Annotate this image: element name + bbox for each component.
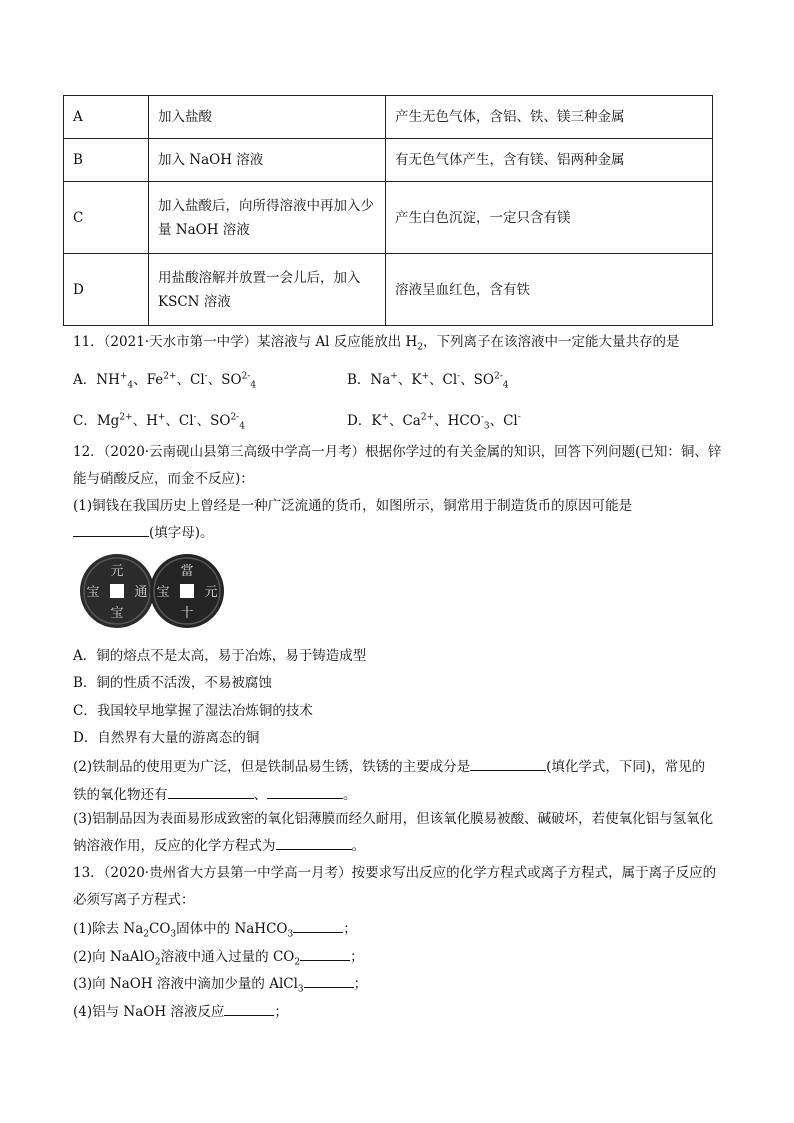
answer-blank[interactable] [168,784,254,799]
q11-option-c [73,411,245,431]
superscript: - [480,412,484,423]
subscript: 2 [417,342,424,353]
option-letter: D． [347,413,372,429]
q12-part2-text: 、 [253,787,267,803]
row-label: A [64,96,149,139]
q13-item1 [73,918,357,939]
q13-text: (2)向 NaAlO [73,949,155,965]
table-row [64,96,713,139]
subscript: 4 [239,421,245,432]
row-result: 产生无色气体，含铝、铁、镁三种金属 [386,96,713,139]
copper-coins-image [79,553,225,629]
q12-option-a: A．铜的熔点不是太高，易于冶炼，易于铸造成型 [73,648,367,664]
coin-left-char-top: 元 [110,564,124,579]
row-operation: 加入 NaOH 溶液 [149,139,386,182]
q12-part1-answer-line [73,522,214,543]
superscript: 2- [230,412,240,423]
q13-text: ； [350,949,364,965]
row-result: 有无色气体产生，含有镁、铝两种金属 [386,139,713,182]
answer-blank[interactable] [276,835,352,850]
row-label: D [64,254,149,326]
row-result: 产生白色沉淀，一定只含有镁 [386,182,713,254]
q13-text: ； [353,976,368,992]
coin-right-char-top: 當 [180,564,194,579]
q12-part3-text: 。 [351,838,365,854]
answer-blank[interactable] [73,522,149,537]
row-label: B [64,139,149,182]
coin-left-char-right: 通 [134,585,148,600]
superscript: 2+ [119,412,133,423]
row-operation: 加入盐酸 [149,96,386,139]
ion-text: 、K [397,372,422,388]
superscript: 2+ [163,371,177,382]
q13-stem: 13．（2020·贵州省大方县第一中学高一月考）按要求写出反应的化学方程式或离子方程式，属于离子反应的必须写离子方程式： [73,865,717,908]
answer-blank[interactable] [300,946,350,961]
row-operation-line: KSCN 溶液 [158,293,231,310]
subscript: 3 [483,421,490,432]
superscript: - [193,412,197,423]
q12-part1: (1)铜钱在我国历史上曾经是一种广泛流通的货币，如图所示，铜常用于制造货币的原因可能是 [73,498,633,514]
coin-right-char-bottom: 十 [180,606,194,621]
subscript: 2 [154,957,161,968]
q13-item3 [73,973,367,994]
ion-text: Mg [96,413,120,429]
ion-text: 、Fe [133,372,164,388]
answer-blank[interactable] [470,756,546,771]
option-letter: A． [73,372,97,388]
subscript: 2 [294,957,301,968]
table-row [64,182,713,254]
superscript: 2+ [420,412,435,423]
ion-text: 、Ca [388,413,421,429]
row-operation [149,254,386,326]
superscript: 2- [494,371,503,382]
ion-text: K [371,413,382,429]
q12-part2-text: (填化学式，下同)，常见的 [546,759,706,775]
q12-stem: 12．（2020·云南砚山县第三高级中学高一月考）根据你学过的有关金属的知识，回答下列问题(已知：铜、锌能与硝酸反应，而金不反应)： [73,444,722,487]
q11-option-b [347,370,509,390]
q12-part2-text: (2)铁制品的使用更为广泛，但是铁制品易生锈，铁锈的主要成分是 [73,759,471,775]
answer-blank[interactable] [293,918,343,933]
q13-text: CO [149,921,171,937]
subscript: 3 [297,984,304,995]
q12-part2-text: 铁的氧化物还有 [73,787,168,803]
table-row [64,254,713,326]
q11-stem [73,332,680,352]
q12-part2-text: 。 [343,787,357,803]
subscript: 3 [170,929,177,940]
q12-part1-tail: (填字母)。 [149,525,214,541]
superscript: 2- [241,371,251,382]
superscript: + [157,412,166,423]
table-row [64,139,713,182]
superscript: - [457,371,461,382]
q11-stem-text: 11．（2021·天水市第一中学）某溶液与 Al 反应能放出 H [73,334,418,350]
coin-left-char-left: 宝 [86,585,100,600]
q11-option-d [347,411,521,431]
q13-item4 [73,1001,288,1022]
q12-option-b: B．铜的性质不活泼，不易被腐蚀 [73,675,272,691]
q13-text: 溶液中通入过量的 CO [160,949,295,965]
answer-blank[interactable] [224,1001,274,1016]
q12-part3-text: (3)铝制品因为表面易形成致密的氧化铝薄膜而经久耐用，但该氧化膜易被酸、碱破坏，若使氧化铝与氢氧化钠溶液作用，反应的化学方程式为 [73,811,714,854]
q13-text: 固体中的 NaHCO [176,921,288,937]
option-letter: B． [347,372,371,388]
row-operation-line: 用盐酸溶解并放置一会儿后，加入 [158,269,361,286]
subscript: 2 [143,929,150,940]
ion-text: NH [96,372,120,388]
ion-text: 、HCO [434,413,481,429]
row-label: C [64,182,149,254]
superscript: + [381,412,389,423]
q13-text: ； [274,1004,288,1020]
row-operation-line: 量 NaOH 溶液 [158,221,250,238]
superscript: + [119,371,128,382]
q11-option-a [73,370,256,390]
q12-part2-line2 [73,784,357,805]
q13-text: (4)铝与 NaOH 溶液反应 [73,1004,225,1020]
coin-right-char-left: 宝 [156,585,170,600]
ion-text: 、Cl [428,372,458,388]
q13-text: ； [343,921,357,937]
ion-text: 、Cl [165,413,194,429]
q12-part3 [73,806,723,860]
q12-option-c: C．我国较早地掌握了湿法冶炼铜的技术 [73,703,313,719]
experiment-options-table [63,95,713,326]
ion-text: Na [370,372,391,388]
answer-blank[interactable] [304,973,354,988]
ion-text: 、Cl [489,413,518,429]
option-letter: C． [73,413,97,429]
q13-item2 [73,946,364,967]
superscript: + [390,371,398,382]
ion-text: 、SO [207,372,242,388]
ion-text: 、SO [196,413,231,429]
ion-text: 、Cl [176,372,205,388]
superscript: - [204,371,208,382]
q12-part2-line1 [73,756,705,777]
subscript: 4 [127,380,134,391]
subscript: 3 [287,929,294,940]
q12-option-d: D．自然界有大量的游离态的铜 [73,730,260,746]
coin-right-char-right: 元 [204,585,218,600]
row-operation [149,182,386,254]
subscript: 4 [250,380,257,391]
row-result: 溶液呈血红色，含有铁 [386,254,713,326]
coin-left-char-bottom: 宝 [110,606,124,621]
q13-text: (1)除去 Na [73,921,144,937]
answer-blank[interactable] [267,784,343,799]
q13-text: (3)向 NaOH 溶液中滴加少量的 AlCl [73,976,298,992]
superscript: - [517,412,521,423]
q11-stem-text: ，下列离子在该溶液中一定能大量共存的是 [423,334,680,350]
ion-text: 、SO [460,372,495,388]
superscript: + [421,371,429,382]
coin-left-hole [110,584,124,598]
row-operation-line: 加入盐酸后，向所得溶液中再加入少 [158,197,374,214]
ion-text: 、H [132,413,158,429]
coin-right-hole [180,584,194,598]
subscript: 4 [502,380,509,391]
